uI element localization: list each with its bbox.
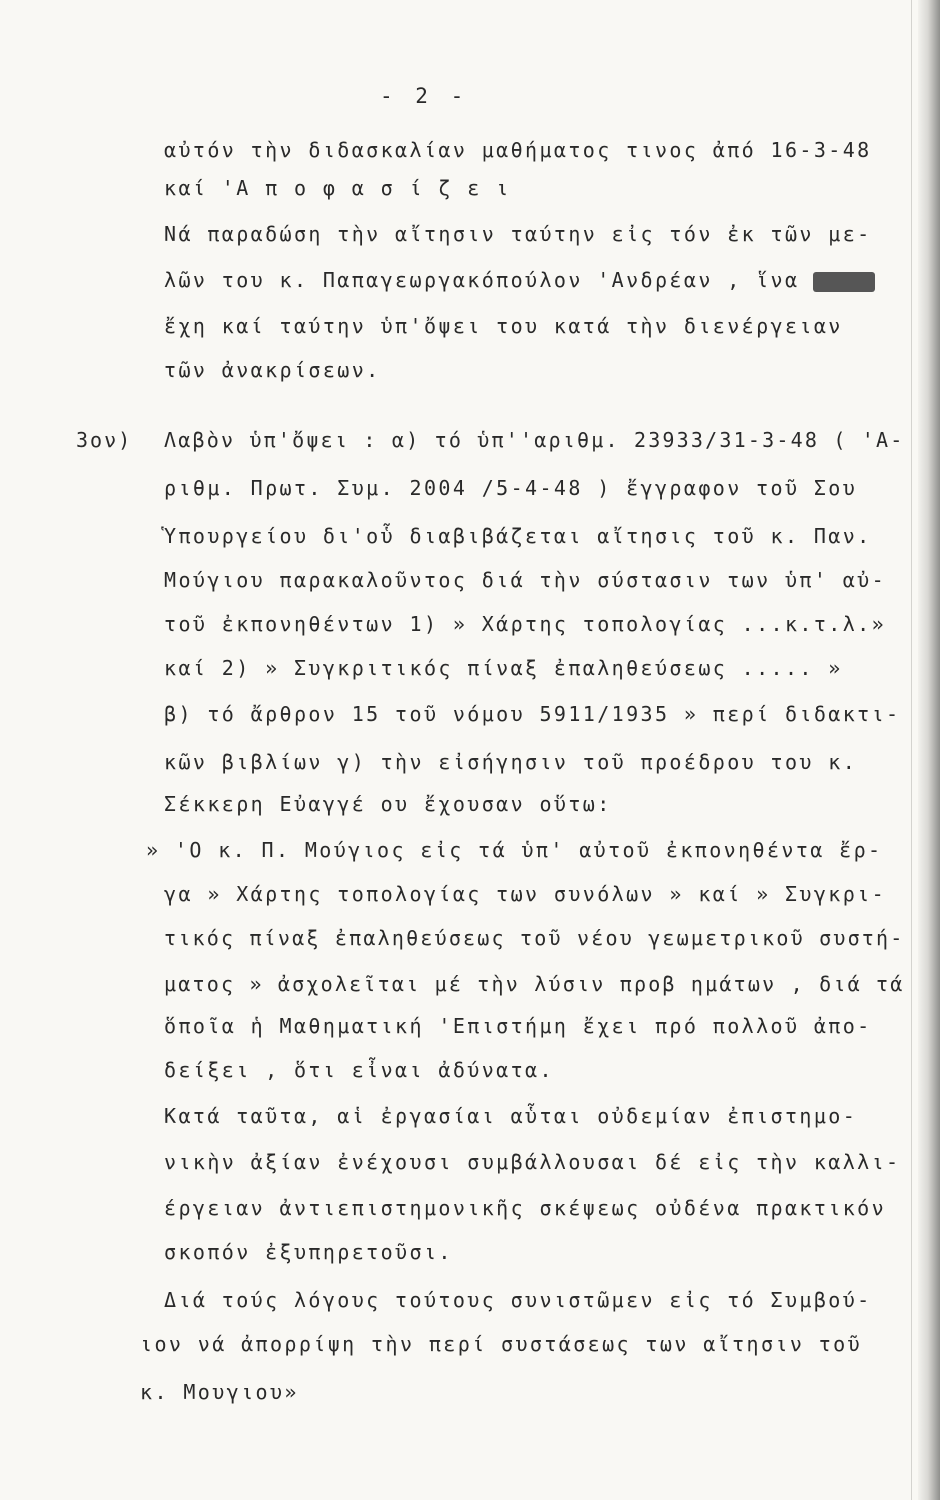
text-line: Λαβὸν ὑπ'ὄψει : α) τό ὑπ''αριθμ. 23933/31-3-48 ( 'Α- xyxy=(164,428,905,452)
text-line: Μούγιου παρακαλοῦντος διά τὴν σύστασιν των ὑπ' αὐ- xyxy=(164,568,887,592)
ink-blot xyxy=(813,272,875,292)
text-line: δείξει , ὅτι εἶναι ἀδύνατα. xyxy=(164,1058,554,1082)
text-line: κῶν βιβλίων γ) τὴν εἰσήγησιν τοῦ προέδρου του κ. xyxy=(164,750,858,774)
text-line: ματος » ἀσχολεῖται μέ τὴν λύσιν προβ ημάτων , διά τά xyxy=(164,972,905,996)
text-line: γα » Χάρτης τοπολογίας των συνόλων » καί » Συγκρι- xyxy=(164,882,887,906)
text-line: ριθμ. Πρωτ. Συμ. 2004 /5-4-48 ) ἔγγραφον τοῦ Σου xyxy=(164,476,858,500)
binding-edge xyxy=(918,0,940,1500)
text-line: κ. Μουγιου» xyxy=(140,1380,299,1404)
text-line: αὐτόν τὴν διδασκαλίαν μαθήματος τινος ἀπό 16-3-48 xyxy=(164,138,872,162)
text-line: τῶν ἀνακρίσεων. xyxy=(164,358,381,382)
text-line: καί 2) » Συγκριτικός πίναξ ἐπαληθεύσεως ..... » xyxy=(164,656,843,680)
text-line: Σέκκερη Εὐαγγέ ου ἔχουσαν οὕτω: xyxy=(164,792,612,816)
text-line: Ὑπουργείου δι'οὗ διαβιβάζεται αἴτησις τοῦ κ. Παν. xyxy=(164,524,872,548)
text-line: τικός πίναξ ἐπαληθεύσεως τοῦ νέου γεωμετρικοῦ συστή- xyxy=(164,926,905,950)
text-line: ὅποῖα ἡ Μαθηματική 'Επιστήμη ἔχει πρό πολλοῦ ἀπο- xyxy=(164,1014,872,1038)
text-line: τοῦ ἐκπονηθέντων 1) » Χάρτης τοπολογίας ...κ.τ.λ.» xyxy=(164,612,887,636)
text-line: Διά τούς λόγους τούτους συνιστῶμεν εἰς τό Συμβού- xyxy=(164,1288,872,1312)
page-fold-line xyxy=(911,0,912,1500)
text-line: σκοπόν ἐξυπηρετοῦσι. xyxy=(164,1240,453,1264)
text-line: » 'Ο κ. Π. Μούγιος εἰς τά ὑπ' αὐτοῦ ἐκπονηθέντα ἔρ- xyxy=(146,838,883,862)
text-line: έργειαν ἀντιεπιστημονικῆς σκέψεως οὐδένα πρακτικόν xyxy=(164,1196,887,1220)
section-label: 3ον) xyxy=(76,428,133,452)
page-number: - 2 - xyxy=(380,84,469,108)
text-line: ιον νά ἀπορρίψη τὴν περί συστάσεως των αἴτησιν τοῦ xyxy=(140,1332,863,1356)
text-line: καί 'Α π ο φ α σ ί ζ ε ι xyxy=(164,176,511,200)
text-line: Νά παραδώση τὴν αἴτησιν ταύτην εἰς τόν ἐκ τῶν με- xyxy=(164,222,872,246)
text-line: ἔχη καί ταύτην ὑπ'ὄψει του κατά τὴν διενέργειαν xyxy=(164,314,843,338)
text-line: β) τό ἄρθρον 15 τοῦ νόμου 5911/1935 » περί διδακτι- xyxy=(164,702,901,726)
text-line: Κατά ταῦτα, αἱ ἐργασίαι αὗται οὐδεμίαν ἐπιστημο- xyxy=(164,1104,858,1128)
text-line: νικὴν ἀξίαν ἐνέχουσι συμβάλλουσαι δέ εἰς τὴν καλλι- xyxy=(164,1150,901,1174)
text-line: λῶν του κ. Παπαγεωργακόπούλον 'Ανδρέαν , ἵνα xyxy=(164,268,800,292)
